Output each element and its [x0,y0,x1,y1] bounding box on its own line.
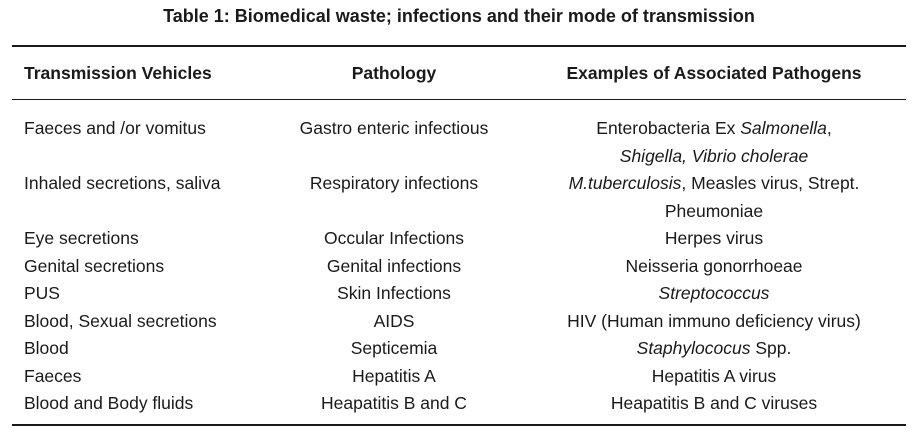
pathogen-italic: Streptococcus [658,283,770,303]
cell-pathogens [524,115,904,170]
pathogen-text: Pheumoniae [664,200,764,221]
cell-vehicle: Faeces and /or vomitus [24,118,206,138]
cell-vehicle: Blood and Body fluids [24,393,194,413]
cell-pathology: Heapatitis B and C [321,393,467,413]
table-row [0,308,918,336]
cell-vehicle: Blood [24,338,69,358]
pathogen-italic: Staphylococus [636,338,751,358]
pathogen-text: , [826,118,832,138]
cell-vehicle: Faeces [24,365,82,386]
cell-pathogens [524,170,904,225]
cell-pathogens [524,335,904,363]
cell-pathogens: Hepatitis A virus [651,365,777,386]
cell-pathogens: Heapatitis B and C viruses [610,393,818,413]
cell-pathogens: HIV (Human immuno deficiency virus) [567,310,861,331]
cell-vehicle: Genital secretions [24,255,165,276]
table-row [0,115,918,170]
table-top-rule [12,45,906,47]
pathogen-text: Enterobacteria Ex [596,118,741,138]
pathogen-italic: M.tuberculosis [568,173,682,193]
cell-pathology: Skin Infections [337,283,451,303]
table-row [0,335,918,363]
cell-vehicle: PUS [24,283,60,303]
header-associated-pathogens: Examples of Associated Pathogens [566,63,862,83]
cell-vehicle: Eye secretions [24,228,139,248]
cell-pathology: Occular Infections [323,228,465,248]
pathogen-italic: Salmonella [740,118,827,138]
table-row [0,225,918,253]
table-row [0,280,918,308]
header-pathology: Pathology [351,63,437,83]
table-body [0,115,918,418]
table-row [0,363,918,391]
cell-vehicle: Inhaled secretions, saliva [24,173,221,193]
header-rule [12,99,906,100]
header-transmission-vehicles: Transmission Vehicles [24,63,212,83]
cell-pathology: AIDS [373,310,415,331]
cell-pathology: Septicemia [350,338,438,358]
table-bottom-rule [12,424,906,426]
table-row [0,390,918,418]
pathogen-text: , Measles virus, Strept. [681,173,860,193]
table-row [0,253,918,281]
cell-pathogens: Neisseria gonorrhoeae [625,255,803,276]
cell-vehicle: Blood, Sexual secretions [24,310,217,331]
cell-pathology: Gastro enteric infectious [299,118,489,138]
cell-pathology: Genital infections [326,255,462,276]
cell-pathogens: Herpes virus [664,228,764,248]
cell-pathology: Respiratory infections [309,173,479,193]
cell-pathology: Hepatitis A [352,365,436,386]
table-title: Table 1: Biomedical waste; infections and their mode of transmission [163,6,755,26]
pathogen-text: Spp. [750,338,792,358]
cell-pathogens [524,280,904,308]
pathogen-italic: Shigella, Vibrio cholerae [619,145,809,166]
table-row [0,170,918,225]
